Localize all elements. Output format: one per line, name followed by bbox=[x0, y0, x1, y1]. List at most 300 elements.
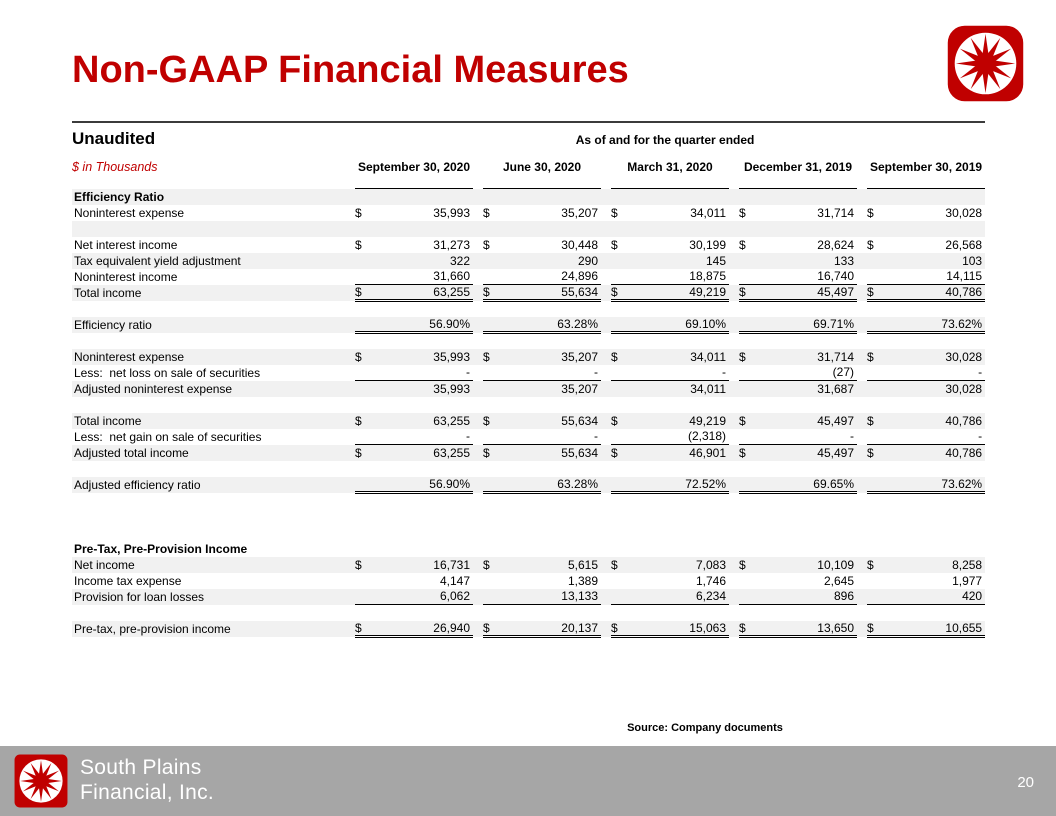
dollar-sign-cell bbox=[739, 477, 759, 493]
value-cell: 1,746 bbox=[695, 573, 726, 588]
row-label: Noninterest expense bbox=[74, 349, 185, 364]
dollar-sign-cell bbox=[739, 189, 759, 205]
column-gap bbox=[345, 429, 355, 445]
column-gap bbox=[345, 381, 355, 397]
dollar-sign-cell: $ bbox=[483, 557, 490, 572]
column-gap bbox=[473, 317, 483, 333]
column-gap bbox=[345, 445, 355, 461]
dollar-sign-cell: $ bbox=[611, 413, 618, 428]
value-cell: 35,207 bbox=[561, 349, 598, 364]
dollar-sign-cell bbox=[611, 493, 631, 541]
column-gap bbox=[345, 493, 355, 541]
value-cell: 55,634 bbox=[503, 285, 601, 301]
dollar-sign-cell bbox=[739, 253, 759, 269]
column-gap bbox=[857, 557, 867, 573]
value-cell: 13,133 bbox=[503, 589, 601, 605]
column-gap bbox=[729, 429, 739, 445]
column-gap bbox=[345, 205, 355, 221]
column-gap bbox=[473, 381, 483, 397]
dollar-sign-cell bbox=[355, 221, 375, 237]
value-cell: 40,786 bbox=[945, 445, 983, 460]
dollar-sign-cell: $ bbox=[483, 237, 490, 252]
column-gap bbox=[473, 269, 483, 285]
dollar-sign-cell bbox=[483, 221, 503, 237]
column-gap bbox=[857, 445, 867, 461]
column-gap bbox=[857, 381, 867, 397]
value-cell bbox=[887, 541, 985, 557]
value-cell: 26,568 bbox=[945, 237, 983, 252]
dollar-sign-cell: $ bbox=[483, 621, 503, 637]
column-gap bbox=[601, 461, 611, 477]
dollar-sign-cell bbox=[611, 221, 631, 237]
dollar-sign-cell: $ bbox=[739, 205, 746, 220]
value-cell: - bbox=[887, 429, 985, 445]
dollar-sign-cell bbox=[611, 333, 631, 349]
value-cell: 34,011 bbox=[690, 349, 726, 364]
column-gap bbox=[345, 237, 355, 253]
dollar-sign-cell bbox=[739, 541, 759, 557]
column-gap bbox=[729, 621, 739, 637]
dollar-sign-cell bbox=[867, 429, 887, 445]
value-cell: 69.10% bbox=[631, 317, 729, 333]
dollar-sign-cell bbox=[611, 589, 631, 605]
row-label: Pre-Tax, Pre-Provision Income bbox=[74, 541, 248, 556]
column-gap bbox=[857, 605, 867, 621]
value-cell bbox=[631, 397, 729, 413]
company-logo-icon bbox=[947, 25, 1024, 102]
dollar-sign-cell bbox=[611, 381, 631, 397]
column-gap bbox=[729, 477, 739, 493]
dollar-sign-cell bbox=[739, 301, 759, 317]
value-cell bbox=[759, 333, 857, 349]
company-name-line2: Financial, Inc. bbox=[80, 780, 215, 804]
column-gap bbox=[345, 317, 355, 333]
section-row bbox=[72, 541, 985, 557]
dollar-sign-cell bbox=[739, 221, 759, 237]
column-gap bbox=[601, 349, 611, 365]
dollar-sign-cell bbox=[483, 573, 503, 589]
dollar-sign-cell: $ bbox=[739, 445, 746, 460]
dollar-sign-cell bbox=[611, 253, 631, 269]
dollar-sign-cell: $ bbox=[355, 413, 362, 428]
data-row bbox=[72, 445, 985, 461]
column-gap bbox=[601, 365, 611, 381]
column-gap bbox=[473, 285, 483, 301]
column-gap bbox=[473, 237, 483, 253]
column-gap bbox=[857, 333, 867, 349]
dollar-sign-cell: $ bbox=[355, 237, 362, 252]
row-label: Income tax expense bbox=[74, 573, 182, 588]
dollar-sign-cell bbox=[611, 269, 631, 285]
column-gap bbox=[729, 333, 739, 349]
value-cell: 73.62% bbox=[887, 477, 985, 493]
value-cell bbox=[759, 221, 857, 237]
value-cell bbox=[631, 541, 729, 557]
column-gap bbox=[473, 413, 483, 429]
column-gap bbox=[473, 477, 483, 493]
value-cell bbox=[375, 397, 473, 413]
column-gap bbox=[345, 333, 355, 349]
column-gap bbox=[729, 461, 739, 477]
table-body bbox=[72, 189, 985, 637]
value-cell: 45,497 bbox=[817, 413, 854, 428]
dollar-sign-cell bbox=[611, 365, 631, 381]
footer-logo-icon bbox=[14, 754, 68, 808]
value-cell: 103 bbox=[962, 253, 983, 268]
column-gap bbox=[857, 429, 867, 445]
dollar-sign-cell bbox=[867, 605, 887, 621]
dollar-sign-cell: $ bbox=[739, 349, 746, 364]
row-label: Provision for loan losses bbox=[74, 589, 205, 604]
data-row bbox=[72, 429, 985, 445]
value-cell: 26,940 bbox=[375, 621, 473, 637]
column-gap bbox=[473, 605, 483, 621]
value-cell: 14,115 bbox=[887, 269, 985, 285]
page-title: Non-GAAP Financial Measures bbox=[72, 49, 629, 91]
dollar-sign-cell bbox=[483, 317, 503, 333]
dollar-sign-cell: $ bbox=[611, 285, 631, 301]
dollar-sign-cell: $ bbox=[355, 285, 375, 301]
dollar-sign-cell bbox=[867, 317, 887, 333]
value-cell: 55,634 bbox=[561, 445, 598, 460]
dollar-sign-cell bbox=[611, 397, 631, 413]
data-row bbox=[72, 205, 985, 221]
value-cell: 35,993 bbox=[433, 381, 470, 396]
column-gap bbox=[729, 285, 739, 301]
data-row bbox=[72, 317, 985, 333]
value-cell: 69.65% bbox=[759, 477, 857, 493]
row-label: Net income bbox=[74, 557, 135, 572]
source-note: Source: Company documents bbox=[627, 722, 783, 734]
column-gap bbox=[601, 333, 611, 349]
value-cell bbox=[887, 301, 985, 317]
dollar-sign-cell bbox=[611, 301, 631, 317]
column-gap bbox=[473, 349, 483, 365]
column-gap bbox=[345, 477, 355, 493]
value-cell: 24,896 bbox=[503, 269, 601, 285]
financial-table bbox=[72, 131, 985, 638]
dollar-sign-cell: $ bbox=[483, 349, 490, 364]
column-gap bbox=[473, 301, 483, 317]
dollar-sign-cell bbox=[355, 317, 375, 333]
spacer-row bbox=[72, 397, 985, 413]
value-cell bbox=[631, 461, 729, 477]
column-gap bbox=[473, 429, 483, 445]
column-gap bbox=[473, 573, 483, 589]
row-label bbox=[72, 333, 345, 349]
row-label: Less: net loss on sale of securities bbox=[74, 365, 261, 380]
dollar-sign-cell bbox=[739, 365, 759, 381]
column-gap bbox=[729, 493, 739, 541]
spacer-row bbox=[72, 493, 985, 541]
value-cell: 49,219 bbox=[689, 413, 726, 428]
dollar-sign-cell bbox=[739, 333, 759, 349]
data-row bbox=[72, 573, 985, 589]
value-cell: 35,993 bbox=[433, 205, 470, 220]
spacer-row bbox=[72, 333, 985, 349]
page-number: 20 bbox=[1017, 774, 1034, 791]
dollar-sign-cell bbox=[739, 429, 759, 445]
value-cell: 7,083 bbox=[695, 557, 726, 572]
data-row bbox=[72, 237, 985, 253]
dollar-sign-cell bbox=[355, 605, 375, 621]
value-cell bbox=[503, 397, 601, 413]
column-gap bbox=[345, 573, 355, 589]
value-cell: 35,993 bbox=[433, 349, 470, 364]
column-gap bbox=[601, 541, 611, 557]
dollar-sign-cell bbox=[867, 189, 887, 205]
value-cell bbox=[759, 461, 857, 477]
value-cell: 16,740 bbox=[759, 269, 857, 285]
column-gap bbox=[729, 413, 739, 429]
dollar-sign-cell bbox=[867, 461, 887, 477]
row-label bbox=[72, 301, 345, 317]
data-row bbox=[72, 589, 985, 605]
dollar-sign-cell: $ bbox=[739, 285, 759, 301]
column-gap bbox=[601, 493, 611, 541]
dollar-sign-cell bbox=[483, 589, 503, 605]
column-gap bbox=[857, 349, 867, 365]
column-gap bbox=[857, 461, 867, 477]
column-gap bbox=[857, 317, 867, 333]
dollar-sign-cell bbox=[483, 365, 503, 381]
column-gap bbox=[729, 589, 739, 605]
column-gap bbox=[601, 429, 611, 445]
dollar-sign-cell bbox=[739, 605, 759, 621]
column-gap bbox=[345, 397, 355, 413]
dollar-sign-cell bbox=[867, 589, 887, 605]
dollar-sign-cell bbox=[355, 253, 375, 269]
column-gap bbox=[729, 605, 739, 621]
column-gap bbox=[473, 253, 483, 269]
value-cell bbox=[375, 221, 473, 237]
dollar-sign-cell: $ bbox=[355, 557, 362, 572]
value-cell: 45,497 bbox=[817, 445, 854, 460]
column-gap bbox=[729, 317, 739, 333]
value-cell: 10,655 bbox=[887, 621, 985, 637]
data-row bbox=[72, 253, 985, 269]
column-gap bbox=[857, 301, 867, 317]
column-gap bbox=[473, 589, 483, 605]
dollar-sign-cell bbox=[483, 605, 503, 621]
dollar-sign-cell bbox=[867, 221, 887, 237]
dollar-sign-cell: $ bbox=[611, 621, 631, 637]
dollar-sign-cell bbox=[867, 269, 887, 285]
dollar-sign-cell bbox=[483, 253, 503, 269]
column-gap bbox=[729, 221, 739, 237]
column-gap bbox=[345, 365, 355, 381]
dollar-sign-cell bbox=[355, 333, 375, 349]
column-gap bbox=[857, 589, 867, 605]
column-gap bbox=[729, 269, 739, 285]
column-gap bbox=[345, 605, 355, 621]
row-label: Net interest income bbox=[74, 237, 178, 252]
dollar-sign-cell: $ bbox=[355, 205, 362, 220]
dollar-sign-cell bbox=[611, 429, 631, 445]
dollar-sign-cell: $ bbox=[867, 445, 874, 460]
column-gap bbox=[857, 621, 867, 637]
value-cell: 2,645 bbox=[823, 573, 854, 588]
value-cell bbox=[631, 493, 729, 541]
dollar-sign-cell bbox=[867, 253, 887, 269]
company-name-line1: South Plains bbox=[80, 756, 202, 779]
dollar-sign-cell: $ bbox=[867, 205, 874, 220]
value-cell: 5,615 bbox=[567, 557, 598, 572]
column-gap bbox=[729, 349, 739, 365]
column-gap bbox=[345, 413, 355, 429]
data-row bbox=[72, 349, 985, 365]
dollar-sign-cell: $ bbox=[483, 205, 490, 220]
dollar-sign-cell bbox=[483, 477, 503, 493]
column-gap bbox=[345, 189, 355, 205]
dollar-sign-cell bbox=[867, 477, 887, 493]
value-cell: 31,273 bbox=[433, 237, 470, 252]
column-gap bbox=[729, 557, 739, 573]
dollar-sign-cell bbox=[739, 397, 759, 413]
value-cell: 46,901 bbox=[689, 445, 726, 460]
value-cell: 35,207 bbox=[561, 381, 598, 396]
data-row bbox=[72, 477, 985, 493]
value-cell: 8,258 bbox=[952, 557, 983, 572]
value-cell bbox=[375, 301, 473, 317]
column-header-q2: June 30, 2020 bbox=[483, 149, 601, 189]
dollar-sign-cell bbox=[867, 301, 887, 317]
dollar-sign-cell bbox=[611, 541, 631, 557]
row-label: Noninterest income bbox=[74, 269, 178, 284]
dollar-sign-cell bbox=[867, 365, 887, 381]
dollar-sign-cell bbox=[355, 301, 375, 317]
column-gap bbox=[857, 493, 867, 541]
table-column-header-row bbox=[72, 149, 985, 189]
value-cell: - bbox=[887, 365, 985, 381]
value-cell: 55,634 bbox=[561, 413, 598, 428]
value-cell bbox=[375, 605, 473, 621]
spacer-row bbox=[72, 221, 985, 237]
column-gap bbox=[729, 541, 739, 557]
value-cell bbox=[887, 221, 985, 237]
column-gap bbox=[857, 237, 867, 253]
value-cell bbox=[503, 189, 601, 205]
column-gap bbox=[601, 189, 611, 205]
column-gap bbox=[345, 349, 355, 365]
data-row bbox=[72, 621, 985, 637]
value-cell: 15,063 bbox=[631, 621, 729, 637]
column-gap bbox=[345, 557, 355, 573]
column-gap bbox=[601, 317, 611, 333]
value-cell: 30,028 bbox=[945, 349, 983, 364]
row-label bbox=[72, 221, 345, 237]
value-cell: 31,660 bbox=[375, 269, 473, 285]
row-label: Efficiency ratio bbox=[74, 317, 152, 332]
value-cell: 30,028 bbox=[945, 205, 983, 220]
value-cell: 56.90% bbox=[375, 477, 473, 493]
column-gap bbox=[601, 477, 611, 493]
row-label: Noninterest expense bbox=[74, 205, 185, 220]
value-cell: 28,624 bbox=[817, 237, 854, 252]
dollar-sign-cell bbox=[867, 541, 887, 557]
dollar-sign-cell bbox=[483, 189, 503, 205]
column-gap bbox=[857, 573, 867, 589]
value-cell: 34,011 bbox=[690, 205, 726, 220]
column-gap bbox=[473, 493, 483, 541]
data-row bbox=[72, 285, 985, 301]
spacer-row bbox=[72, 605, 985, 621]
column-header-q5: September 30, 2019 bbox=[867, 149, 985, 189]
value-cell bbox=[887, 605, 985, 621]
value-cell: 20,137 bbox=[503, 621, 601, 637]
value-cell: 40,786 bbox=[945, 413, 983, 428]
value-cell bbox=[503, 541, 601, 557]
data-row bbox=[72, 381, 985, 397]
dollar-sign-cell bbox=[739, 269, 759, 285]
value-cell bbox=[759, 541, 857, 557]
value-cell bbox=[631, 221, 729, 237]
column-gap bbox=[601, 205, 611, 221]
dollar-sign-cell bbox=[739, 493, 759, 541]
value-cell: 6,062 bbox=[375, 589, 473, 605]
row-label: Total income bbox=[74, 413, 142, 428]
column-gap bbox=[601, 301, 611, 317]
dollar-sign-cell bbox=[355, 493, 375, 541]
column-gap bbox=[345, 285, 355, 301]
column-gap bbox=[345, 461, 355, 477]
value-cell: 4,147 bbox=[439, 573, 470, 588]
column-gap bbox=[729, 237, 739, 253]
column-gap bbox=[857, 285, 867, 301]
data-row bbox=[72, 269, 985, 285]
row-label bbox=[72, 397, 345, 413]
row-label: Adjusted efficiency ratio bbox=[74, 477, 201, 492]
dollar-sign-cell bbox=[483, 541, 503, 557]
value-cell: 63.28% bbox=[503, 317, 601, 333]
dollar-sign-cell: $ bbox=[867, 285, 887, 301]
value-cell: 145 bbox=[705, 253, 726, 268]
column-gap bbox=[473, 621, 483, 637]
units-label: $ in Thousands bbox=[72, 160, 158, 174]
column-gap bbox=[601, 621, 611, 637]
column-gap bbox=[345, 621, 355, 637]
dollar-sign-cell bbox=[739, 461, 759, 477]
dollar-sign-cell: $ bbox=[611, 445, 618, 460]
data-row bbox=[72, 557, 985, 573]
spacer-row bbox=[72, 461, 985, 477]
value-cell: 63,255 bbox=[433, 445, 470, 460]
value-cell: 18,875 bbox=[631, 269, 729, 285]
unaudited-label: Unaudited bbox=[72, 129, 156, 148]
dollar-sign-cell: $ bbox=[867, 557, 874, 572]
dollar-sign-cell bbox=[867, 333, 887, 349]
title-divider bbox=[72, 121, 985, 123]
value-cell bbox=[759, 301, 857, 317]
column-gap bbox=[729, 205, 739, 221]
dollar-sign-cell bbox=[483, 429, 503, 445]
value-cell: (2,318) bbox=[631, 429, 729, 445]
dollar-sign-cell bbox=[483, 269, 503, 285]
value-cell bbox=[887, 461, 985, 477]
value-cell: 13,650 bbox=[759, 621, 857, 637]
dollar-sign-cell: $ bbox=[611, 557, 618, 572]
dollar-sign-cell bbox=[611, 573, 631, 589]
dollar-sign-cell bbox=[355, 541, 375, 557]
dollar-sign-cell bbox=[611, 477, 631, 493]
value-cell: 63,255 bbox=[433, 413, 470, 428]
dollar-sign-cell bbox=[867, 381, 887, 397]
spacer-row bbox=[72, 301, 985, 317]
data-row bbox=[72, 413, 985, 429]
dollar-sign-cell bbox=[355, 477, 375, 493]
value-cell: 73.62% bbox=[887, 317, 985, 333]
dollar-sign-cell: $ bbox=[867, 413, 874, 428]
